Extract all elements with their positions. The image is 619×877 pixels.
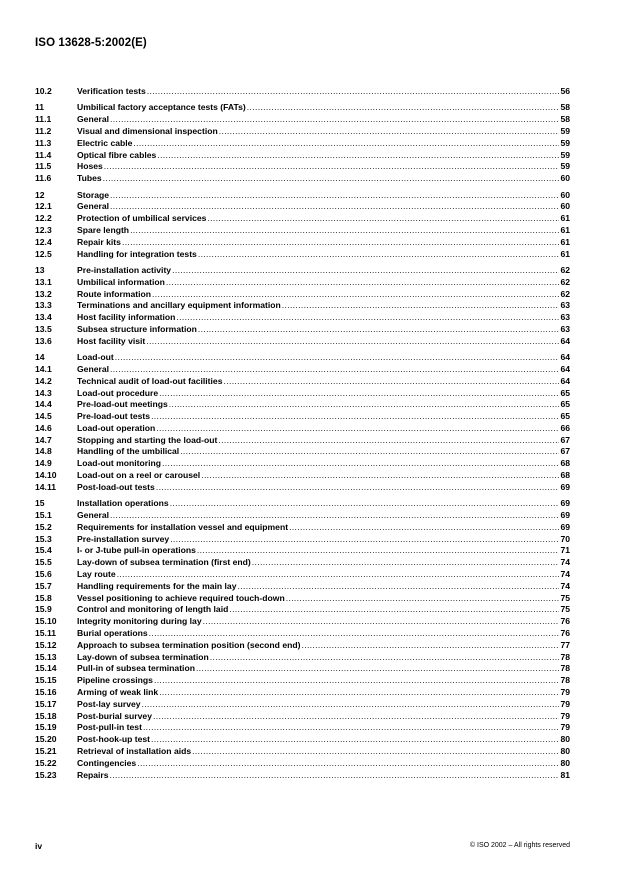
toc-entry[interactable] [35, 699, 570, 711]
toc-entry[interactable] [35, 458, 570, 470]
toc-entry-page: 59 [560, 149, 570, 160]
toc-entry[interactable] [35, 201, 570, 213]
toc-leader-dots [196, 663, 560, 675]
toc-entry-page: 74 [560, 580, 570, 591]
toc-leader-dots [229, 604, 559, 616]
toc-entry-page: 64 [560, 375, 570, 386]
toc-entry-title: Vessel positioning to achieve required touch-down [77, 592, 285, 603]
toc-entry[interactable] [35, 628, 570, 640]
toc-leader-dots [110, 114, 559, 126]
toc-entry-number: 15.17 [35, 698, 57, 709]
toc-entry[interactable] [35, 312, 570, 324]
toc-entry-number: 13.1 [35, 276, 52, 287]
toc-leader-dots [156, 423, 559, 435]
toc-entry[interactable] [35, 324, 570, 336]
toc-leader-dots [153, 711, 559, 723]
toc-entry-title: Repairs [77, 769, 109, 780]
toc-entry-number: 14.1 [35, 363, 52, 374]
toc-entry-page: 61 [560, 248, 570, 259]
toc-leader-dots [142, 699, 560, 711]
toc-leader-dots [192, 746, 559, 758]
toc-leader-dots [172, 265, 559, 277]
toc-entry-page: 78 [560, 651, 570, 662]
toc-entry-title: Post-pull-in test [77, 722, 142, 733]
toc-entry-title: Host facility information [77, 312, 176, 323]
toc-leader-dots [130, 225, 559, 237]
toc-leader-dots [203, 616, 560, 628]
toc-leader-dots [157, 150, 559, 162]
toc-leader-dots [223, 376, 559, 388]
toc-entry[interactable] [35, 411, 570, 423]
toc-leader-dots [201, 470, 559, 482]
toc-entry-title: Handling of the umbilical [77, 446, 180, 457]
toc-entry-number: 13.5 [35, 323, 52, 334]
toc-entry[interactable] [35, 446, 570, 458]
toc-entry[interactable] [35, 277, 570, 289]
toc-entry[interactable] [35, 734, 570, 746]
toc-entry-number: 15.13 [35, 651, 57, 662]
toc-entry-number: 15.3 [35, 533, 52, 544]
toc-entry-title: Installation operations [77, 498, 169, 509]
toc-entry-number: 15.10 [35, 616, 57, 627]
toc-entry-title: Hoses [77, 161, 103, 172]
toc-entry-title: Requirements for installation vessel and equipment [77, 521, 289, 532]
toc-entry-title: Pipeline crossings [77, 675, 153, 686]
toc-entry-title: Pre-installation survey [77, 533, 170, 544]
toc-entry[interactable] [35, 102, 570, 114]
toc-leader-dots [210, 652, 560, 664]
toc-entry-title: Post-burial survey [77, 710, 152, 721]
toc-entry-number: 14 [35, 352, 45, 363]
toc-entry-number: 12.2 [35, 213, 52, 224]
toc-entry-number: 14.9 [35, 458, 52, 469]
toc-entry[interactable] [35, 364, 570, 376]
toc-entry-page: 59 [560, 161, 570, 172]
toc-entry-page: 60 [560, 189, 570, 200]
toc-entry[interactable] [35, 86, 570, 98]
toc-leader-dots [252, 557, 560, 569]
toc-leader-dots [110, 770, 560, 782]
toc-entry-number: 11.6 [35, 173, 52, 184]
toc-entry-number: 11.4 [35, 149, 52, 160]
page-number: iv [35, 841, 43, 851]
toc-section [35, 265, 570, 348]
toc-entry[interactable] [35, 482, 570, 494]
toc-entry-number: 15.18 [35, 710, 57, 721]
toc-entry-page: 63 [560, 300, 570, 311]
toc-leader-dots [197, 545, 560, 557]
toc-leader-dots [103, 173, 560, 185]
toc-entry-page: 79 [560, 698, 570, 709]
toc-leader-dots [218, 435, 559, 447]
toc-leader-dots [151, 734, 559, 746]
toc-entry-number: 15.4 [35, 545, 52, 556]
toc-entry-title: General [77, 201, 110, 212]
toc-entry[interactable] [35, 545, 570, 557]
toc-entry-title: Spare length [77, 224, 130, 235]
toc-leader-dots [238, 581, 560, 593]
toc-entry-number: 15.14 [35, 663, 57, 674]
toc-entry[interactable] [35, 722, 570, 734]
toc-entry-title: Retrieval of installation aids [77, 746, 192, 756]
toc-leader-dots [219, 126, 560, 138]
toc-leader-dots [133, 138, 559, 150]
toc-entry-title: Route information [77, 288, 151, 299]
toc-entry-page: 69 [560, 481, 570, 492]
toc-entry-page: 74 [560, 569, 570, 580]
toc-entry[interactable] [35, 173, 570, 185]
toc-entry[interactable] [35, 652, 570, 664]
toc-leader-dots [180, 446, 559, 458]
toc-entry-title: Terminations and ancillary equipment information [77, 300, 281, 311]
toc-leader-dots [110, 510, 559, 522]
toc-entry-page: 69 [560, 510, 570, 521]
toc-leader-dots [207, 213, 559, 225]
toc-entry-page: 71 [560, 545, 570, 556]
toc-entry[interactable] [35, 114, 570, 126]
toc-entry-number: 10.2 [35, 86, 52, 96]
toc-entry-title: Technical audit of load-out facilities [77, 375, 223, 386]
toc-leader-dots [110, 364, 559, 376]
toc-entry-title: Load-out on a reel or carousel [77, 470, 201, 481]
toc-entry-number: 13.6 [35, 335, 52, 346]
toc-leader-dots [149, 628, 560, 640]
toc-entry[interactable] [35, 352, 570, 364]
toc-entry-page: 66 [560, 422, 570, 433]
toc-leader-dots [301, 640, 559, 652]
toc-entry-title: General [77, 510, 110, 521]
toc-leader-dots [143, 722, 560, 734]
toc-entry-number: 12.3 [35, 224, 52, 235]
toc-leader-dots [198, 324, 560, 336]
toc-entry-number: 13.3 [35, 300, 52, 311]
toc-leader-dots [169, 399, 560, 411]
toc-entry-page: 69 [560, 498, 570, 509]
toc-entry-number: 15.20 [35, 734, 57, 745]
toc-entry-title: Post-hook-up test [77, 734, 151, 745]
toc-entry-number: 13 [35, 264, 45, 275]
toc-entry-page: 58 [560, 102, 570, 113]
toc-entry-page: 63 [560, 323, 570, 334]
toc-entry-title: Contingencies [77, 757, 137, 768]
toc-entry-title: Handling for integration tests [77, 248, 197, 259]
toc-entry-title: Umbilical information [77, 276, 165, 287]
toc-entry-number: 11.2 [35, 125, 52, 136]
toc-leader-dots [170, 534, 559, 546]
toc-entry[interactable] [35, 687, 570, 699]
toc-entry-number: 15.6 [35, 569, 52, 580]
toc-leader-dots [146, 336, 559, 348]
toc-entry[interactable] [35, 616, 570, 628]
toc-entry-title: Load-out operation [77, 422, 156, 433]
toc-entry-number: 15.22 [35, 757, 57, 768]
toc-leader-dots [117, 569, 560, 581]
toc-entry-number: 12.1 [35, 201, 52, 212]
toc-leader-dots [170, 498, 560, 510]
toc-entry-title: Visual and dimensional inspection [77, 125, 218, 136]
toc-entry[interactable] [35, 161, 570, 173]
toc-entry[interactable] [35, 225, 570, 237]
toc-leader-dots [159, 687, 559, 699]
toc-entry-page: 62 [560, 288, 570, 299]
toc-entry-number: 15.5 [35, 557, 52, 568]
toc-entry-page: 79 [560, 687, 570, 698]
toc-entry-page: 75 [560, 592, 570, 603]
toc-entry-number: 15.8 [35, 592, 52, 603]
toc-entry[interactable] [35, 138, 570, 150]
toc-entry-number: 15.11 [35, 628, 57, 639]
toc-entry-title: Pull-in of subsea termination [77, 663, 195, 674]
toc-entry-number: 15.16 [35, 687, 57, 698]
toc-entry-title: Stopping and starting the load-out [77, 434, 218, 445]
toc-entry[interactable] [35, 423, 570, 435]
toc-entry-number: 15.15 [35, 675, 57, 686]
toc-entry[interactable] [35, 498, 570, 510]
toc-section [35, 86, 570, 98]
toc-entry-title: Storage [77, 189, 109, 200]
toc-section [35, 102, 570, 185]
toc-entry-page: 65 [560, 387, 570, 398]
toc-entry[interactable] [35, 581, 570, 593]
toc-entry-number: 15.12 [35, 639, 57, 650]
toc-entry[interactable] [35, 470, 570, 482]
toc-entry-title: Approach to subsea termination position (second end) [77, 639, 301, 650]
toc-entry-page: 81 [560, 769, 570, 780]
toc-entry[interactable] [35, 435, 570, 447]
toc-entry[interactable] [35, 336, 570, 348]
toc-entry-title: Umbilical factory acceptance tests (FATs) [77, 102, 246, 113]
toc-section [35, 190, 570, 261]
toc-entry[interactable] [35, 150, 570, 162]
toc-entry-number: 15 [35, 498, 45, 509]
toc-entry-title: Load-out procedure [77, 387, 159, 398]
toc-entry[interactable] [35, 604, 570, 616]
toc-entry-number: 15.2 [35, 521, 52, 532]
toc-entry[interactable] [35, 388, 570, 400]
toc-entry-page: 68 [560, 458, 570, 469]
toc-entry-title: Lay-down of subsea termination (first end) [77, 557, 251, 568]
toc-entry-title: Host facility visit [77, 335, 146, 346]
toc-entry-page: 65 [560, 411, 570, 422]
toc-entry-title: I- or J-tube pull-in operations [77, 545, 196, 556]
toc-entry-number: 11 [35, 102, 45, 113]
toc-entry-page: 62 [560, 276, 570, 287]
toc-entry[interactable] [35, 675, 570, 687]
toc-entry-page: 61 [560, 224, 570, 235]
toc-entry-title: Lay route [77, 569, 116, 580]
toc-entry[interactable] [35, 663, 570, 675]
toc-leader-dots [289, 522, 559, 534]
toc-entry-number: 12.4 [35, 236, 52, 247]
toc-entry[interactable] [35, 593, 570, 605]
toc-entry-title: Handling requirements for the main lay [77, 580, 237, 591]
toc-entry[interactable] [35, 126, 570, 138]
toc-entry-number: 14.6 [35, 422, 52, 433]
toc-entry[interactable] [35, 510, 570, 522]
toc-entry-page: 79 [560, 710, 570, 721]
toc-entry-page: 80 [560, 757, 570, 768]
toc-entry[interactable] [35, 213, 570, 225]
toc-entry-number: 15.9 [35, 604, 52, 615]
toc-entry-page: 77 [560, 639, 570, 650]
toc-entry[interactable] [35, 300, 570, 312]
toc-entry-page: 64 [560, 363, 570, 374]
toc-entry-title: Protection of umbilical services [77, 213, 207, 224]
toc-entry-page: 67 [560, 446, 570, 457]
toc-entry-title: General [77, 114, 110, 125]
toc-leader-dots [162, 458, 559, 470]
toc-entry[interactable] [35, 237, 570, 249]
toc-entry-page: 67 [560, 434, 570, 445]
toc-entry-number: 13.2 [35, 288, 52, 299]
toc-entry-page: 59 [560, 137, 570, 148]
toc-leader-dots [286, 593, 560, 605]
toc-entry-number: 11.5 [35, 161, 52, 172]
table-of-contents [35, 86, 570, 786]
toc-entry-title: Repair kits [77, 236, 121, 247]
toc-entry-number: 11.1 [35, 114, 52, 125]
toc-entry[interactable] [35, 399, 570, 411]
toc-entry[interactable] [35, 557, 570, 569]
toc-entry-title: Pre-installation activity [77, 264, 172, 275]
toc-section [35, 352, 570, 494]
toc-entry-number: 15.19 [35, 722, 57, 733]
toc-entry[interactable] [35, 746, 570, 758]
toc-leader-dots [198, 249, 560, 261]
toc-leader-dots [110, 190, 559, 202]
toc-entry-page: 76 [560, 616, 570, 627]
toc-entry[interactable] [35, 534, 570, 546]
toc-entry[interactable] [35, 569, 570, 581]
document-header: ISO 13628-5:2002(E) [35, 37, 147, 49]
toc-entry-title: General [77, 363, 110, 374]
toc-leader-dots [282, 300, 560, 312]
toc-entry-title: Lay-down of subsea termination [77, 651, 209, 662]
toc-entry-number: 14.2 [35, 375, 52, 386]
toc-entry-title: Electric cable [77, 137, 133, 148]
toc-leader-dots [176, 312, 559, 324]
toc-entry-page: 56 [560, 86, 570, 96]
toc-entry-page: 78 [560, 663, 570, 674]
toc-entry-title: Burial operations [77, 628, 148, 639]
toc-entry[interactable] [35, 265, 570, 277]
toc-entry-page: 62 [560, 264, 570, 275]
toc-entry-title: Subsea structure information [77, 323, 197, 334]
toc-entry-title: Load-out monitoring [77, 458, 162, 469]
toc-entry-page: 64 [560, 352, 570, 363]
toc-entry-title: Control and monitoring of length laid [77, 604, 229, 615]
toc-entry-title: Pre-load-out tests [77, 411, 151, 422]
toc-entry-page: 74 [560, 557, 570, 568]
toc-leader-dots [115, 352, 560, 364]
toc-entry[interactable] [35, 758, 570, 770]
toc-leader-dots [147, 86, 560, 98]
toc-entry-number: 14.5 [35, 411, 52, 422]
toc-entry-title: Pre-load-out meetings [77, 399, 168, 410]
toc-entry-page: 70 [560, 533, 570, 544]
toc-entry-number: 11.3 [35, 137, 52, 148]
toc-entry[interactable] [35, 376, 570, 388]
toc-entry-page: 63 [560, 312, 570, 323]
toc-leader-dots [247, 102, 560, 114]
toc-leader-dots [122, 237, 559, 249]
toc-entry-number: 14.7 [35, 434, 52, 445]
toc-leader-dots [137, 758, 559, 770]
toc-entry-page: 80 [560, 746, 570, 756]
toc-entry-title: Optical fibre cables [77, 149, 157, 160]
copyright-notice: © ISO 2002 – All rights reserved [469, 842, 570, 849]
toc-leader-dots [159, 388, 559, 400]
toc-entry-page: 78 [560, 675, 570, 686]
toc-entry[interactable] [35, 249, 570, 261]
toc-leader-dots [156, 482, 560, 494]
toc-entry-page: 60 [560, 201, 570, 212]
toc-leader-dots [166, 277, 560, 289]
toc-entry-page: 80 [560, 734, 570, 745]
toc-entry-page: 76 [560, 628, 570, 639]
toc-entry-title: Load-out [77, 352, 114, 363]
toc-entry-number: 12 [35, 189, 45, 200]
toc-entry-number: 14.11 [35, 481, 57, 492]
toc-entry-number: 14.3 [35, 387, 52, 398]
toc-entry-page: 60 [560, 173, 570, 184]
toc-entry-number: 14.4 [35, 399, 52, 410]
toc-entry-title: Integrity monitoring during lay [77, 616, 202, 627]
toc-entry-number: 15.21 [35, 746, 57, 756]
toc-entry-page: 68 [560, 470, 570, 481]
toc-entry-title: Post-lay survey [77, 698, 141, 709]
toc-section [35, 498, 570, 781]
toc-entry-page: 75 [560, 604, 570, 615]
toc-entry[interactable] [35, 640, 570, 652]
toc-entry-page: 61 [560, 213, 570, 224]
toc-entry-number: 12.5 [35, 248, 52, 259]
toc-entry[interactable] [35, 711, 570, 723]
toc-leader-dots [104, 161, 560, 173]
toc-entry[interactable] [35, 770, 570, 782]
toc-entry-title: Arming of weak link [77, 687, 159, 698]
toc-entry-title: Tubes [77, 173, 102, 184]
toc-entry-page: 58 [560, 114, 570, 125]
toc-entry-title: Verification tests [77, 86, 146, 96]
toc-entry-page: 65 [560, 399, 570, 410]
toc-entry-page: 61 [560, 236, 570, 247]
toc-entry[interactable] [35, 289, 570, 301]
toc-entry-page: 69 [560, 521, 570, 532]
toc-entry-number: 14.10 [35, 470, 57, 481]
toc-entry[interactable] [35, 190, 570, 202]
toc-entry-page: 79 [560, 722, 570, 733]
toc-entry-number: 13.4 [35, 312, 52, 323]
toc-leader-dots [154, 675, 559, 687]
toc-entry-page: 59 [560, 125, 570, 136]
toc-leader-dots [152, 289, 559, 301]
toc-entry-page: 64 [560, 335, 570, 346]
toc-entry-number: 15.7 [35, 580, 52, 591]
toc-entry[interactable] [35, 522, 570, 534]
toc-entry-number: 15.23 [35, 769, 57, 780]
toc-entry-title: Post-load-out tests [77, 481, 155, 492]
toc-entry-number: 15.1 [35, 510, 52, 521]
toc-entry-number: 14.8 [35, 446, 52, 457]
toc-leader-dots [151, 411, 559, 423]
toc-leader-dots [110, 201, 559, 213]
